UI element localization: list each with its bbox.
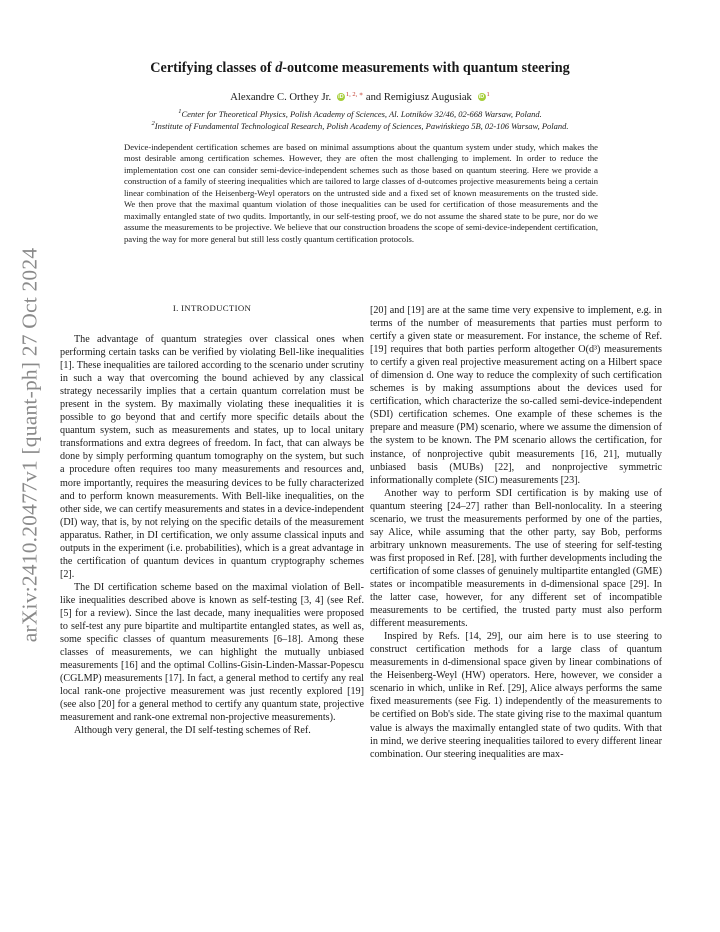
right-column bbox=[370, 304, 662, 761]
author-list bbox=[0, 92, 720, 103]
author-affiliation-marker: 1 bbox=[486, 91, 490, 98]
author-name: Alexandre C. Orthey Jr. bbox=[230, 92, 332, 103]
paragraph: Although very general, the DI self-testing schemes of Ref. bbox=[74, 725, 311, 737]
orcid-icon[interactable]: iD bbox=[478, 94, 485, 100]
paper-title: Certifying classes of d-outcome measurements with quantum steering bbox=[150, 60, 570, 76]
author-connector: and bbox=[365, 92, 382, 103]
author-name: Remigiusz Augusiak bbox=[383, 92, 472, 103]
arxiv-identifier-text: arXiv:2410.20477v1 [quant-ph] 27 Oct 2024 bbox=[17, 247, 42, 643]
paragraph: [20] and [19] are at the same time very expensive to implement, e.g. in terms of the number of measurements that parties must perform to certify a given state or measurement. For instance, the scheme of Ref. [19] requires that both parties perform altogether O(d³) measurements to certify a given real projective measurement acting on a Hilbert space of dimension d. One way to reduce the complexity of such certification schemes is by making assumptions about the devices used for certification, which characterize the so-called semi-device-independent (SDI) certification schemes. One example of these schemes is the prepare and measure (PM) scenario, where we assume the dimension of the system to be known. The PM scenario allows the certification, for instance, of nonprojective qubit measurements [16, 21], mutually unbiased basis (MUBs) [22], and nonprojective symmetric informationally complete (SIC) measurements [23]. bbox=[370, 305, 662, 486]
arxiv-identifier bbox=[10, 230, 50, 660]
paragraph: Another way to perform SDI certification is by making use of quantum steering [24–27] rather than Bell-nonlocality. In a steering scenario, we trust the measurements performed by one of the parties, say Alice, while assuming that the other party, say Bob, performs arbitrary unknown measurements. The use of steering for self-testing was first proposed in Ref. [28], with further developments including the certification of some classes of genuinely multipartite entangled (GME) states or incompatible measurements in d-dimensional space [29]. In the latter case, however, for any different set of incompatible measurements to be certified, the trusted party must also perform different measurements. bbox=[370, 487, 662, 630]
left-column bbox=[60, 333, 364, 737]
author-affiliation-marker: 1, 2, ∗ bbox=[345, 91, 364, 98]
paragraph: Inspired by Refs. [14, 29], our aim here is to use steering to construct certification methods for a large class of quantum measurements in d-dimensional space given by linear combinations of the Heisenberg-Weyl (HW) operators. Here, however, we consider a scenario in which, unlike in Ref. [29], Alice always performs the same fixed measurements (see Fig. 1) independently of the measurements to be certified on Bob's side. The state giving rise to the maximal quantum value is always the maximally entangled state of two qudits. With that in mind, we derive steering inequalities tailored to every different linear combination. Our steering inequalities are max- bbox=[370, 631, 662, 760]
affiliation: $^1$Center for Theoretical Physics, Polish Academy of Sciences, Al. Lotników 32/46, 02-668 Warsaw, Poland. bbox=[178, 108, 542, 119]
paragraph: The DI certification scheme based on the maximal violation of Bell-like inequalities described above is known as self-testing [3, 4] (see Ref. [5] for a review). Since the last decade, many inequalities were proposed to self-test any pure bipartite and multipartite entangled states, as well as, some specific classes of quantum measurements [6–18]. Among these classes of measurements, we can highlight the mutually unbiased measurements [16] and the optimal Collins-Gisin-Linden-Massar-Popescu (CGLMP) measurements [17]. In fact, a general method to certify any real local rank-one projective measurement was just recently explored [19] (see also [20] for a general method to certify any quantum state, projective measurement and rank-one extremal non-projective measurements). bbox=[60, 581, 364, 724]
section-heading: I. INTRODUCTION bbox=[172, 303, 252, 313]
paragraph: The advantage of quantum strategies over classical ones when performing certain tasks can be verified by violating Bell-like inequalities [1]. These inequalities are tailored according to the scenario under scrutiny in such a way that overcoming the bound achieved by any classical strategy necessarily implies that a certain quantum correlation must be present in the system. By maximally violating these inequalities it is possible to go beyond that and certify more specific details about the quantum system, such as measurements and states, up to local unitary transformations and extra degrees of freedom. In fact, that can always be done by simply performing quantum tomography on the system, but such a procedure often requires too many measurements and resources and, more importantly, requires the measuring devices to be fully characterized and to perform known measurements. With Bell-like inequalities, on the other side, we can certify measurements and states in a device-independent (DI) way, that is, by not relying on the specific details of the measurement apparatus. Rather, in DI certification, we only assume classical inputs and outputs in the experiment (i.e. probabilities), which is a great advantage in the certification of quantum devices in quantum cryptography schemes [2]. bbox=[60, 334, 364, 580]
orcid-icon[interactable]: iD bbox=[338, 94, 344, 100]
affiliation: $^2$Institute of Fundamental Technological Research, Polish Academy of Sciences, Pawińskiego 5B, 02-106 Warsaw, Poland. bbox=[151, 120, 569, 131]
abstract: Device-independent certification schemes are based on minimal assumptions about the quantum system under study, which makes the most desirable among certification schemes. However, they are often the most challenging to implement. In order to reduce the implementation cost one can consider semi-device-independent schemes such as those based on quantum steering. Here we provide a construction of a family of steering inequalities which are tailored to large classes of d-outcomes projective measurements being a certain linear combination of the Heisenberg-Weyl operators on the untrusted side and a fixed set of known measurements on the trusted side. We then prove that the maximal quantum violation of those inequalities can be used for certification of those measurements and the maximally entangled state of two qudits. Importantly, in our self-testing proof, we do not assume the shared state to be pure, nor do we assume the measurements to be projective. We believe that our construction broadens the scope of semi-device-independent certification, paving the way for more general but still less costly quantum certification protocols. bbox=[124, 142, 598, 244]
